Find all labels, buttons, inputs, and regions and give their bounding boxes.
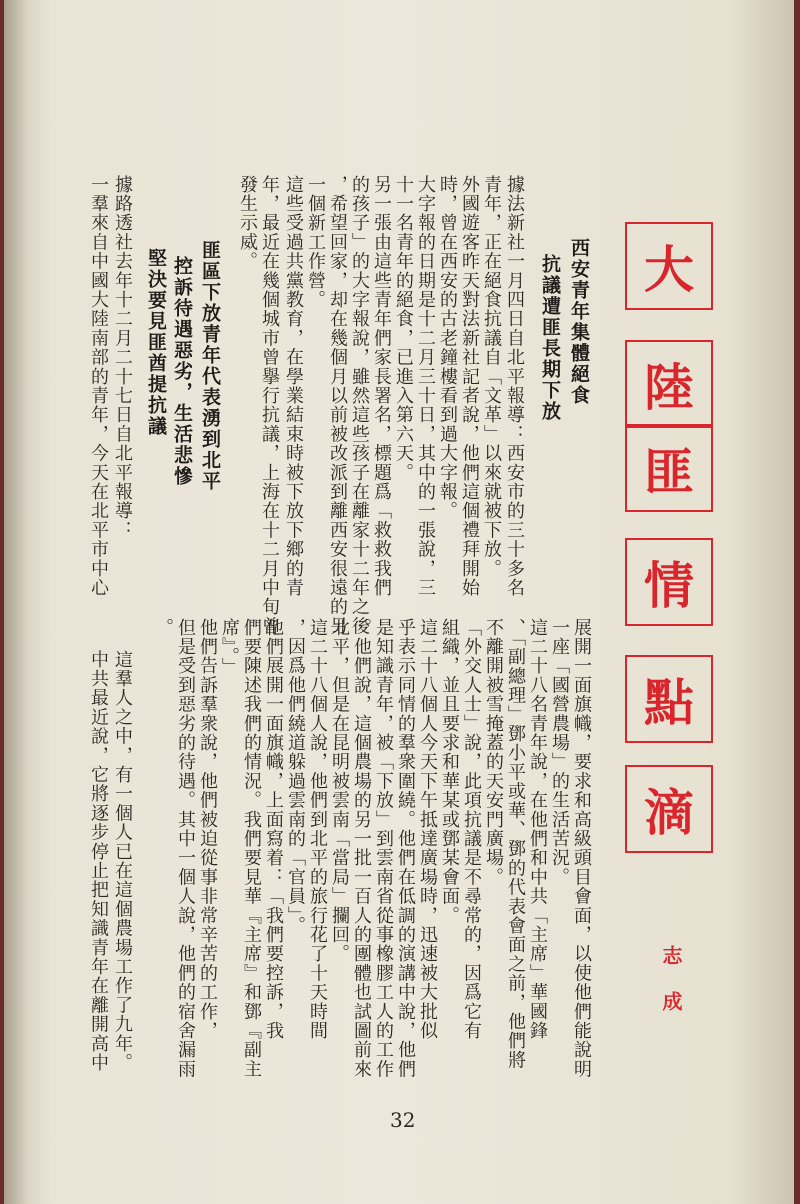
cont-col-8: 這二十八個人今天下午抵達廣場時，迅速被大批似 [417,618,438,1041]
cont-col-7: 組織，並且要求和華某或鄧某會面。 [439,618,460,926]
section-title-char-3: 匪 [625,424,713,512]
article1-col-6: 十一名青年的絕食，已進入第六天。 [393,175,414,483]
article1-col-12: 年，最近在幾個城市曾擧行抗議，上海在十二月中旬曾 [259,175,280,636]
article2-col-1: 據路透社去年十二月二十七日自北平報導： [112,175,133,540]
cont-col-2: 一座「國營農場」的生活苦況。 [549,618,570,887]
article1-col-8: 的孩子」的大字報說，雖然這些孩子在離家十二年之後 [349,175,370,636]
section-title-char-4: 情 [625,538,713,626]
author-name: 志成 [659,945,683,1037]
cont-col-21: 這羣人之中，有一個人已在這個農場工作了九年。 [112,650,133,1073]
cont-col-9: 乎表示同情的羣衆圍繞。他們在低調的演講中說，他們 [395,618,416,1079]
cont-col-14: ，因爲他們繞道躲過雲南的「官員」。 [285,618,306,936]
article1-col-7: 另一張由這些青年們家長署名，標題爲「救救我們 [371,175,392,598]
article1-col-1: 據法新社一月四日自北平報導：西安市的三十多名 [504,175,525,598]
section-title-char-1: 大 [625,222,713,310]
article2-headline-2: 控訴待遇惡劣，生活悲慘 [171,256,193,487]
cont-col-16: 們要陳述我們的情況。我們要見華『主席』和鄧『副主 [241,618,262,1079]
cont-col-12: 北平，但是在昆明被雲南「當局」攔回。 [329,618,350,964]
article1-col-9: ，希望回家，却在幾個月以前被改派到離西安很遠的另 [327,175,348,636]
cont-col-6: 「外交人士」說，此項抗議是不尋常的，因爲它有 [461,618,482,1041]
section-title-char-5: 點 [625,655,713,743]
article2-headline-3: 堅決要見匪酋提抗議 [145,248,167,437]
cont-col-1: 展開一面旗幟，要求和高級頭目會面，以使他們能說明 [571,618,592,1079]
article1-col-5: 大字報的日期是十二月三十日，其中的一張說，三 [415,175,436,598]
cont-col-13: 這二十八個人說，他們到北平的旅行花了十天時間 [307,618,328,1041]
cont-col-19: 但是受到惡劣的待遇。其中一個人說，他們的宿舍漏雨 [175,618,196,1079]
article1-col-11: 這些受過共黨教育，在學業結束時被下放下鄉的青 [283,175,304,598]
book-spine [4,0,26,1204]
cont-col-15: 他們展開一面旗幟，上面寫着：「我們要控訴，我 [263,618,284,1041]
cont-col-11: 。他們說，這個農場的另一批一百人的團體也試圖前來 [351,618,372,1079]
cont-col-10: 是知識青年，被「下放」到雲南省從事橡膠工人的工作 [373,618,394,1079]
section-title-char-6: 滴 [625,765,713,853]
cont-col-18: 他們告訴羣衆說，他們被迫從事非常辛苦的工作， [197,618,218,1041]
cont-col-4: 、「副總理」鄧小平或華、鄧的代表會面之前，他們將 [505,618,526,1070]
cont-col-3: 這二十八名青年說，在他們和中共「主席」華國鋒 [527,618,548,1041]
article1-col-3: 外國遊客昨天對法新社記者說，他們這個禮拜開始 [459,175,480,598]
article2-headline-1: 匪區下放青年代表湧到北平 [199,240,221,492]
article1-headline-1: 西安青年集體絕食 [568,238,590,406]
cont-col-22: 中共最近說，它將逐步停止把知識青年在離開高中 [88,650,109,1073]
article1-col-2: 青年，正在絕食抗議自「文革」以來就被下放。 [481,175,502,579]
section-title-char-2: 陸 [625,340,713,428]
article1-col-10: 一個新工作營。 [305,175,326,310]
cont-col-5: 不離開被雪掩蓋的天安門廣場。 [483,618,504,887]
article2-col-2: 一羣來自中國大陸南部的青年，今天在北平市中心 [88,175,109,598]
article1-col-13: 發生示威。 [237,175,258,271]
article1-col-4: 時，曾在西安的古老鐘樓看到過大字報。 [437,175,458,521]
cont-col-20: 。 [153,618,174,638]
article1-headline-2: 抗議遭匪長期下放 [539,254,561,422]
page-number: 32 [390,1108,416,1132]
cont-col-17: 席』。」 [219,618,240,677]
